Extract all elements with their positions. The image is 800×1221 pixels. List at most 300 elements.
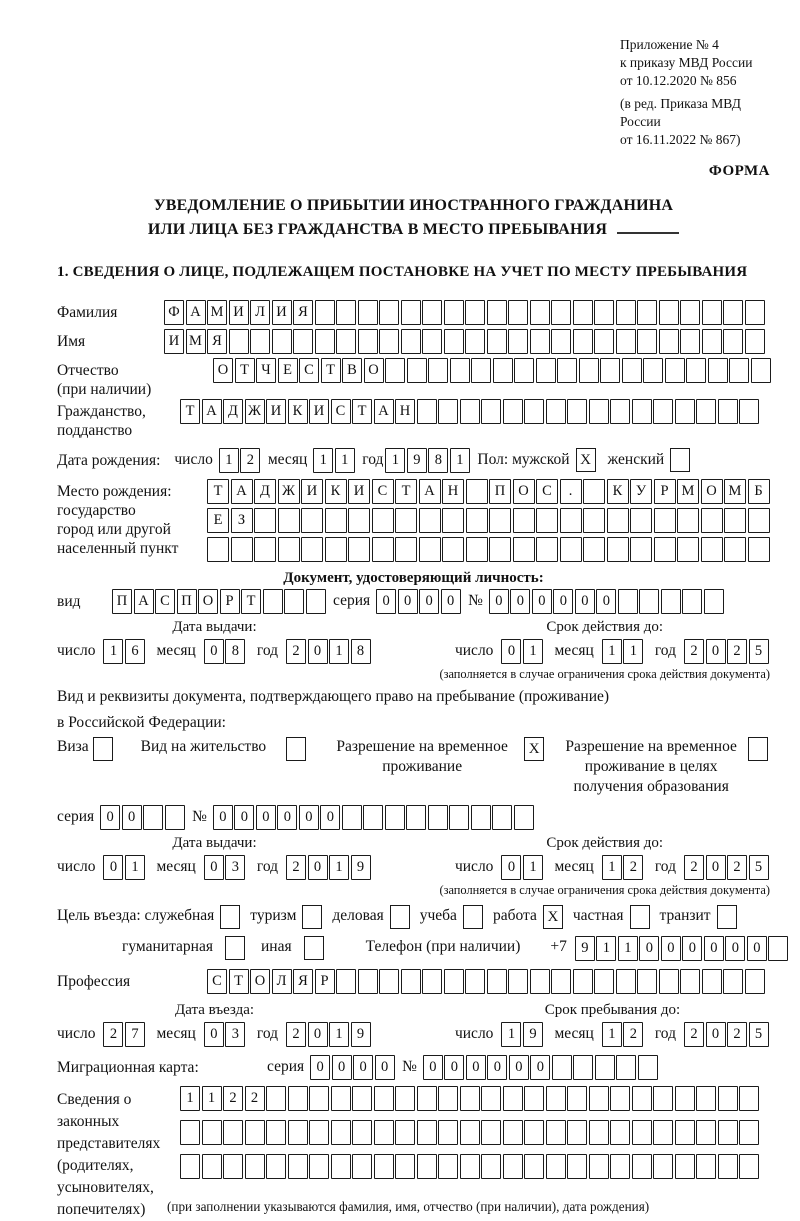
doc-valid-day-cells[interactable] (501, 639, 544, 664)
char-cell[interactable] (546, 399, 566, 424)
char-cell[interactable] (487, 329, 507, 354)
char-cell[interactable] (696, 1120, 716, 1145)
char-cell[interactable]: 0 (332, 1055, 352, 1080)
doc-type-cells[interactable] (112, 589, 327, 614)
char-cell[interactable] (438, 1120, 458, 1145)
char-cell[interactable]: А (231, 479, 253, 504)
char-cell[interactable] (288, 1086, 308, 1111)
char-cell[interactable] (207, 537, 229, 562)
char-cell[interactable]: 0 (308, 639, 328, 664)
char-cell[interactable] (643, 358, 663, 383)
char-cell[interactable]: 1 (125, 855, 145, 880)
char-cell[interactable]: А (186, 300, 206, 325)
char-cell[interactable]: Т (207, 479, 229, 504)
char-cell[interactable]: Я (293, 969, 313, 994)
char-cell[interactable] (632, 1154, 652, 1179)
char-cell[interactable] (513, 508, 535, 533)
char-cell[interactable]: Д (254, 479, 276, 504)
char-cell[interactable]: С (372, 479, 394, 504)
doc-issue-month-cells[interactable] (204, 639, 247, 664)
char-cell[interactable] (677, 508, 699, 533)
char-cell[interactable]: 1 (596, 936, 616, 961)
char-cell[interactable] (739, 1120, 759, 1145)
char-cell[interactable]: 1 (329, 1022, 349, 1047)
char-cell[interactable] (600, 358, 620, 383)
char-cell[interactable] (395, 1086, 415, 1111)
purpose-other-checkbox[interactable] (304, 936, 324, 960)
char-cell[interactable] (372, 537, 394, 562)
char-cell[interactable] (661, 589, 681, 614)
char-cell[interactable] (263, 589, 283, 614)
char-cell[interactable] (653, 1086, 673, 1111)
char-cell[interactable] (165, 805, 185, 830)
char-cell[interactable] (638, 1055, 658, 1080)
char-cell[interactable] (723, 300, 743, 325)
char-cell[interactable] (385, 805, 405, 830)
char-cell[interactable]: 0 (661, 936, 681, 961)
char-cell[interactable]: 0 (487, 1055, 507, 1080)
char-cell[interactable]: 1 (501, 1022, 521, 1047)
char-cell[interactable] (288, 1154, 308, 1179)
char-cell[interactable]: 0 (530, 1055, 550, 1080)
char-cell[interactable]: 0 (256, 805, 276, 830)
entry-day-cells[interactable] (103, 1022, 146, 1047)
char-cell[interactable] (487, 300, 507, 325)
permit-issue-month-cells[interactable] (204, 855, 247, 880)
char-cell[interactable] (675, 1086, 695, 1111)
char-cell[interactable] (702, 300, 722, 325)
purpose-humanitarian-checkbox[interactable] (225, 936, 245, 960)
char-cell[interactable] (438, 399, 458, 424)
char-cell[interactable] (589, 399, 609, 424)
doc-issue-day-cells[interactable] (103, 639, 146, 664)
char-cell[interactable] (417, 1086, 437, 1111)
char-cell[interactable] (444, 329, 464, 354)
char-cell[interactable]: Е (278, 358, 298, 383)
char-cell[interactable] (659, 969, 679, 994)
char-cell[interactable] (143, 805, 163, 830)
char-cell[interactable]: 1 (602, 639, 622, 664)
char-cell[interactable] (301, 537, 323, 562)
char-cell[interactable] (530, 300, 550, 325)
char-cell[interactable] (444, 969, 464, 994)
char-cell[interactable] (723, 969, 743, 994)
char-cell[interactable] (401, 300, 421, 325)
char-cell[interactable] (583, 537, 605, 562)
char-cell[interactable] (395, 1154, 415, 1179)
char-cell[interactable] (336, 300, 356, 325)
char-cell[interactable] (503, 1120, 523, 1145)
char-cell[interactable] (536, 358, 556, 383)
birthdate-month-cells[interactable] (313, 448, 356, 473)
char-cell[interactable]: О (513, 479, 535, 504)
char-cell[interactable] (552, 1055, 572, 1080)
char-cell[interactable] (551, 329, 571, 354)
char-cell[interactable]: А (374, 399, 394, 424)
char-cell[interactable] (618, 589, 638, 614)
char-cell[interactable]: И (272, 300, 292, 325)
char-cell[interactable] (245, 1120, 265, 1145)
char-cell[interactable] (419, 537, 441, 562)
char-cell[interactable] (306, 589, 326, 614)
permit-number-cells[interactable] (213, 805, 536, 830)
char-cell[interactable]: О (198, 589, 218, 614)
char-cell[interactable]: М (677, 479, 699, 504)
char-cell[interactable]: 5 (749, 1022, 769, 1047)
char-cell[interactable] (180, 1154, 200, 1179)
purpose-work-checkbox[interactable]: X (543, 905, 563, 929)
doc-valid-year-cells[interactable] (684, 639, 770, 664)
char-cell[interactable] (417, 399, 437, 424)
char-cell[interactable] (438, 1086, 458, 1111)
char-cell[interactable] (680, 300, 700, 325)
char-cell[interactable]: 0 (277, 805, 297, 830)
char-cell[interactable] (579, 358, 599, 383)
char-cell[interactable] (465, 329, 485, 354)
purpose-business-checkbox[interactable] (390, 905, 410, 929)
char-cell[interactable]: . (560, 479, 582, 504)
char-cell[interactable] (503, 1086, 523, 1111)
migcard-number-cells[interactable] (423, 1055, 660, 1080)
char-cell[interactable]: 0 (489, 589, 509, 614)
char-cell[interactable]: 7 (125, 1022, 145, 1047)
char-cell[interactable]: Ч (256, 358, 276, 383)
char-cell[interactable] (385, 358, 405, 383)
char-cell[interactable] (442, 537, 464, 562)
char-cell[interactable]: 5 (749, 855, 769, 880)
char-cell[interactable]: О (250, 969, 270, 994)
char-cell[interactable] (471, 358, 491, 383)
char-cell[interactable]: З (231, 508, 253, 533)
char-cell[interactable] (637, 300, 657, 325)
char-cell[interactable] (524, 1086, 544, 1111)
char-cell[interactable] (422, 329, 442, 354)
char-cell[interactable] (616, 300, 636, 325)
char-cell[interactable]: 2 (286, 1022, 306, 1047)
char-cell[interactable] (379, 300, 399, 325)
char-cell[interactable] (417, 1154, 437, 1179)
char-cell[interactable]: 9 (523, 1022, 543, 1047)
char-cell[interactable] (358, 969, 378, 994)
char-cell[interactable] (325, 508, 347, 533)
char-cell[interactable]: 0 (682, 936, 702, 961)
char-cell[interactable] (401, 329, 421, 354)
char-cell[interactable]: 1 (103, 639, 123, 664)
char-cell[interactable] (729, 358, 749, 383)
char-cell[interactable] (223, 1120, 243, 1145)
char-cell[interactable] (630, 537, 652, 562)
char-cell[interactable] (513, 537, 535, 562)
char-cell[interactable] (610, 1120, 630, 1145)
char-cell[interactable]: 0 (299, 805, 319, 830)
char-cell[interactable]: О (701, 479, 723, 504)
char-cell[interactable] (751, 358, 771, 383)
phone-cells[interactable] (575, 936, 790, 961)
char-cell[interactable] (272, 329, 292, 354)
char-cell[interactable]: М (724, 479, 746, 504)
char-cell[interactable] (379, 969, 399, 994)
char-cell[interactable] (560, 508, 582, 533)
char-cell[interactable]: М (207, 300, 227, 325)
char-cell[interactable] (724, 537, 746, 562)
char-cell[interactable]: 1 (313, 448, 333, 473)
char-cell[interactable] (202, 1120, 222, 1145)
char-cell[interactable]: Т (352, 399, 372, 424)
doc-number-cells[interactable] (489, 589, 726, 614)
char-cell[interactable] (466, 537, 488, 562)
char-cell[interactable]: 0 (204, 1022, 224, 1047)
char-cell[interactable] (536, 537, 558, 562)
char-cell[interactable]: М (186, 329, 206, 354)
char-cell[interactable]: С (536, 479, 558, 504)
char-cell[interactable] (546, 1154, 566, 1179)
char-cell[interactable]: 0 (510, 589, 530, 614)
char-cell[interactable] (508, 329, 528, 354)
char-cell[interactable] (701, 537, 723, 562)
char-cell[interactable] (229, 329, 249, 354)
char-cell[interactable] (514, 358, 534, 383)
char-cell[interactable] (639, 589, 659, 614)
doc-seriya-cells[interactable] (376, 589, 462, 614)
char-cell[interactable] (745, 300, 765, 325)
char-cell[interactable] (594, 969, 614, 994)
char-cell[interactable] (481, 399, 501, 424)
char-cell[interactable] (231, 537, 253, 562)
char-cell[interactable] (449, 805, 469, 830)
representatives-row1-cells[interactable] (180, 1086, 761, 1111)
char-cell[interactable] (309, 1154, 329, 1179)
char-cell[interactable]: 0 (532, 589, 552, 614)
char-cell[interactable] (358, 300, 378, 325)
char-cell[interactable]: 0 (398, 589, 418, 614)
patronymic-cells[interactable] (213, 358, 772, 383)
char-cell[interactable]: 0 (419, 589, 439, 614)
purpose-tourism-checkbox[interactable] (302, 905, 322, 929)
char-cell[interactable]: В (342, 358, 362, 383)
char-cell[interactable] (536, 508, 558, 533)
char-cell[interactable]: 0 (596, 589, 616, 614)
char-cell[interactable]: 0 (704, 936, 724, 961)
char-cell[interactable]: И (266, 399, 286, 424)
char-cell[interactable] (379, 329, 399, 354)
char-cell[interactable] (315, 300, 335, 325)
char-cell[interactable] (682, 589, 702, 614)
char-cell[interactable]: Т (229, 969, 249, 994)
char-cell[interactable] (444, 300, 464, 325)
char-cell[interactable]: Т (180, 399, 200, 424)
char-cell[interactable] (748, 508, 770, 533)
char-cell[interactable] (266, 1120, 286, 1145)
char-cell[interactable]: 0 (213, 805, 233, 830)
char-cell[interactable]: 0 (575, 589, 595, 614)
char-cell[interactable]: 3 (225, 855, 245, 880)
char-cell[interactable]: Ф (164, 300, 184, 325)
representatives-row3-cells[interactable] (180, 1154, 761, 1179)
stay-until-day-cells[interactable] (501, 1022, 544, 1047)
char-cell[interactable] (610, 1154, 630, 1179)
char-cell[interactable]: К (325, 479, 347, 504)
char-cell[interactable]: 0 (310, 1055, 330, 1080)
char-cell[interactable]: А (134, 589, 154, 614)
char-cell[interactable]: С (299, 358, 319, 383)
char-cell[interactable] (466, 508, 488, 533)
stay-until-month-cells[interactable] (602, 1022, 645, 1047)
char-cell[interactable] (718, 1120, 738, 1145)
char-cell[interactable] (406, 805, 426, 830)
char-cell[interactable] (363, 805, 383, 830)
char-cell[interactable] (492, 805, 512, 830)
char-cell[interactable] (524, 1154, 544, 1179)
char-cell[interactable]: 0 (441, 589, 461, 614)
char-cell[interactable] (589, 1120, 609, 1145)
char-cell[interactable]: 1 (623, 639, 643, 664)
char-cell[interactable] (616, 329, 636, 354)
char-cell[interactable]: 2 (623, 855, 643, 880)
char-cell[interactable]: 0 (320, 805, 340, 830)
char-cell[interactable]: 1 (180, 1086, 200, 1111)
char-cell[interactable] (465, 969, 485, 994)
char-cell[interactable]: 0 (308, 1022, 328, 1047)
char-cell[interactable]: 2 (286, 639, 306, 664)
char-cell[interactable]: 1 (602, 855, 622, 880)
char-cell[interactable] (374, 1154, 394, 1179)
char-cell[interactable]: 0 (706, 1022, 726, 1047)
char-cell[interactable]: 0 (501, 855, 521, 880)
char-cell[interactable] (594, 329, 614, 354)
char-cell[interactable]: 2 (623, 1022, 643, 1047)
char-cell[interactable] (653, 399, 673, 424)
char-cell[interactable]: И (164, 329, 184, 354)
char-cell[interactable] (704, 589, 724, 614)
stay-until-year-cells[interactable] (684, 1022, 770, 1047)
char-cell[interactable] (301, 508, 323, 533)
purpose-transit-checkbox[interactable] (717, 905, 737, 929)
char-cell[interactable] (718, 1086, 738, 1111)
char-cell[interactable]: 0 (423, 1055, 443, 1080)
surname-cells[interactable] (164, 300, 766, 325)
char-cell[interactable] (686, 358, 706, 383)
char-cell[interactable]: А (202, 399, 222, 424)
char-cell[interactable]: Д (223, 399, 243, 424)
char-cell[interactable] (583, 508, 605, 533)
char-cell[interactable] (374, 1120, 394, 1145)
char-cell[interactable]: П (489, 479, 511, 504)
char-cell[interactable]: Е (207, 508, 229, 533)
char-cell[interactable]: С (331, 399, 351, 424)
char-cell[interactable]: 0 (706, 855, 726, 880)
char-cell[interactable] (551, 300, 571, 325)
char-cell[interactable] (325, 537, 347, 562)
char-cell[interactable] (589, 1154, 609, 1179)
char-cell[interactable] (309, 1120, 329, 1145)
char-cell[interactable] (372, 508, 394, 533)
char-cell[interactable]: Ж (245, 399, 265, 424)
char-cell[interactable]: А (419, 479, 441, 504)
name-cells[interactable] (164, 329, 766, 354)
char-cell[interactable]: И (348, 479, 370, 504)
char-cell[interactable] (374, 1086, 394, 1111)
char-cell[interactable]: 8 (351, 639, 371, 664)
char-cell[interactable]: С (207, 969, 227, 994)
sex-female-checkbox[interactable] (670, 448, 690, 472)
profession-cells[interactable] (207, 969, 766, 994)
permit-valid-day-cells[interactable] (501, 855, 544, 880)
char-cell[interactable]: Л (250, 300, 270, 325)
char-cell[interactable] (739, 1154, 759, 1179)
char-cell[interactable]: 2 (223, 1086, 243, 1111)
char-cell[interactable]: С (155, 589, 175, 614)
char-cell[interactable]: 0 (747, 936, 767, 961)
char-cell[interactable]: 0 (725, 936, 745, 961)
doc-issue-year-cells[interactable] (286, 639, 372, 664)
char-cell[interactable] (422, 300, 442, 325)
char-cell[interactable] (701, 508, 723, 533)
char-cell[interactable] (245, 1154, 265, 1179)
char-cell[interactable] (442, 508, 464, 533)
char-cell[interactable]: 9 (407, 448, 427, 473)
char-cell[interactable] (460, 1086, 480, 1111)
char-cell[interactable] (680, 329, 700, 354)
char-cell[interactable] (573, 969, 593, 994)
char-cell[interactable] (331, 1086, 351, 1111)
char-cell[interactable]: Т (395, 479, 417, 504)
char-cell[interactable] (348, 508, 370, 533)
char-cell[interactable] (428, 805, 448, 830)
char-cell[interactable]: 2 (245, 1086, 265, 1111)
entry-month-cells[interactable] (204, 1022, 247, 1047)
char-cell[interactable] (460, 399, 480, 424)
char-cell[interactable] (551, 969, 571, 994)
char-cell[interactable] (309, 1086, 329, 1111)
char-cell[interactable] (610, 399, 630, 424)
char-cell[interactable] (395, 508, 417, 533)
char-cell[interactable]: 1 (329, 639, 349, 664)
char-cell[interactable] (616, 969, 636, 994)
char-cell[interactable] (696, 1154, 716, 1179)
char-cell[interactable] (583, 479, 605, 504)
purpose-official-checkbox[interactable] (220, 905, 240, 929)
char-cell[interactable] (331, 1154, 351, 1179)
char-cell[interactable] (637, 969, 657, 994)
char-cell[interactable] (607, 537, 629, 562)
char-cell[interactable]: 0 (509, 1055, 529, 1080)
char-cell[interactable] (616, 1055, 636, 1080)
char-cell[interactable]: 0 (122, 805, 142, 830)
char-cell[interactable] (180, 1120, 200, 1145)
char-cell[interactable] (471, 805, 491, 830)
char-cell[interactable]: 0 (376, 589, 396, 614)
char-cell[interactable] (724, 508, 746, 533)
char-cell[interactable]: 2 (103, 1022, 123, 1047)
char-cell[interactable]: 1 (618, 936, 638, 961)
char-cell[interactable] (395, 1120, 415, 1145)
birthdate-year-cells[interactable] (385, 448, 471, 473)
char-cell[interactable] (254, 537, 276, 562)
char-cell[interactable]: 2 (684, 639, 704, 664)
char-cell[interactable]: 0 (234, 805, 254, 830)
char-cell[interactable] (637, 329, 657, 354)
char-cell[interactable] (530, 329, 550, 354)
char-cell[interactable] (395, 537, 417, 562)
char-cell[interactable] (438, 1154, 458, 1179)
char-cell[interactable]: 2 (727, 639, 747, 664)
char-cell[interactable]: К (288, 399, 308, 424)
char-cell[interactable]: Я (207, 329, 227, 354)
char-cell[interactable] (508, 300, 528, 325)
char-cell[interactable] (508, 969, 528, 994)
char-cell[interactable] (632, 1086, 652, 1111)
purpose-private-checkbox[interactable] (630, 905, 650, 929)
